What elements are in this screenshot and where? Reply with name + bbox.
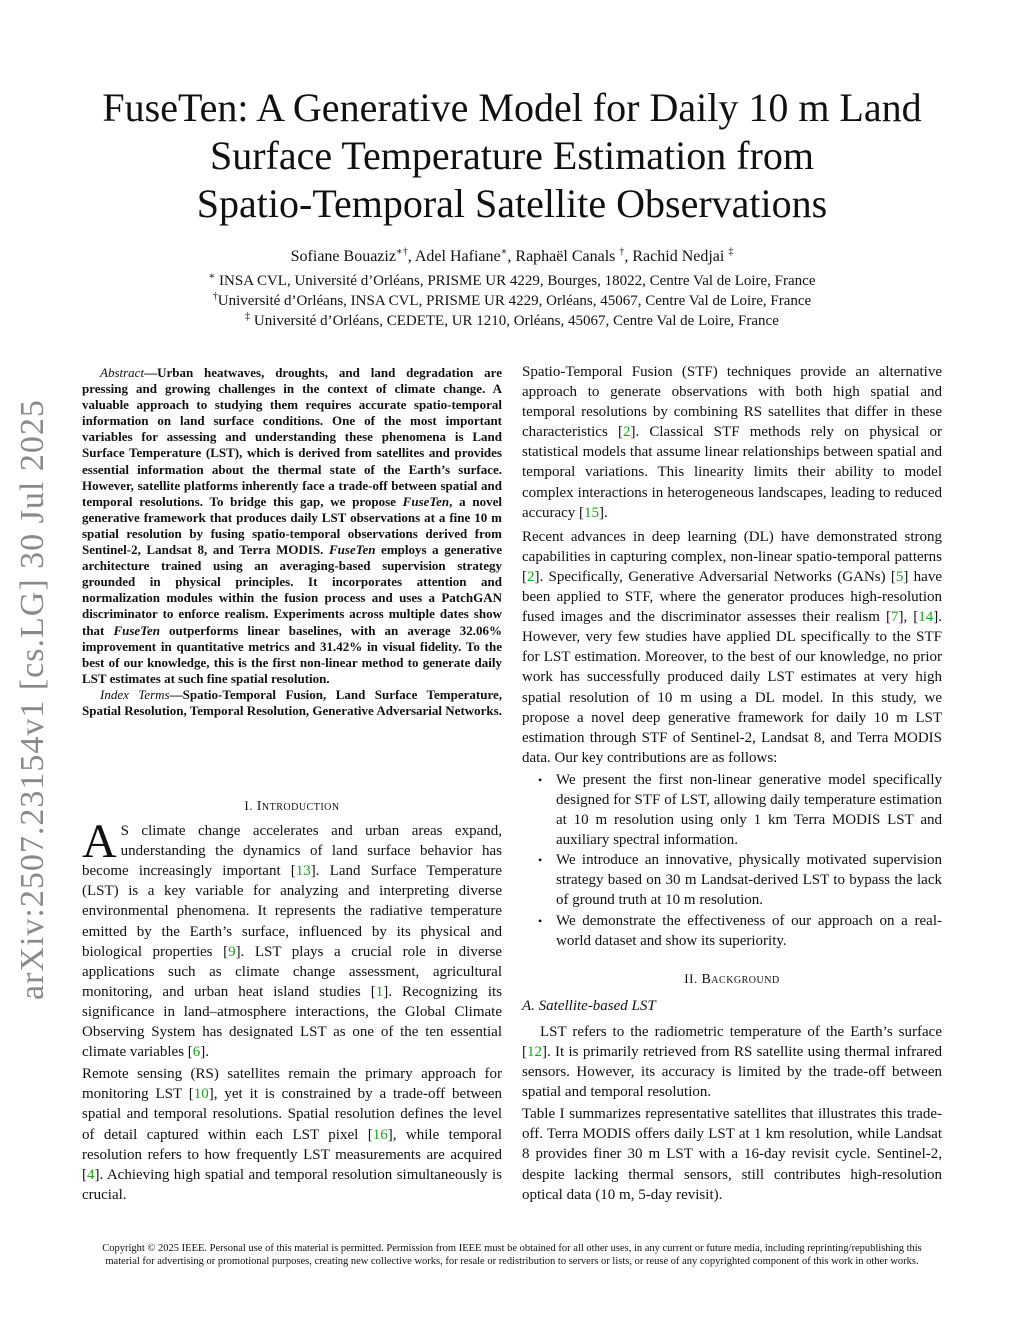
body-text: Recent advances in deep learning (DL) have demonstrated strong capabilities in capturing complex, non-linear spatio-temporal patterns [ <box>522 528 942 585</box>
affiliation-mark: ‡ <box>245 311 251 322</box>
list-item-text: We present the first non-linear generative model specifically designed for STF of LST, allowing daily temperature estimation at 10 m resolution using only 1 km Terra MODIS LST and auxiliary spectral information. <box>556 771 942 849</box>
section-heading <box>82 796 502 817</box>
citation-link[interactable]: 10 <box>193 1086 209 1103</box>
list-item <box>522 770 942 850</box>
body-text: Remote sensing (RS) satellites remain the primary approach for monitoring LST [ <box>82 1066 502 1103</box>
author-name: Raphaël Canals <box>515 248 620 265</box>
author-mark: † <box>619 246 625 258</box>
body-text: ]. <box>599 504 608 521</box>
author-mark: ∗† <box>395 246 408 258</box>
body-text: ] have been applied to STF, where the generator produces high-resolution fused images and the discriminator assesses their realism [ <box>522 568 942 626</box>
citation-link[interactable]: 4 <box>87 1166 95 1183</box>
affiliation-text: Université d’Orléans, CEDETE, UR 1210, Orléans, 45067, Centre Val de Loire, France <box>250 313 779 329</box>
affiliation-text: INSA CVL, Université d’Orléans, PRISME UR 4229, Bourges, 18022, Centre Val de Loire, France <box>215 273 816 289</box>
copyright-notice: Copyright © 2025 IEEE. Personal use of this material is permitted. Permission from IEEE must be obtained for all other uses, in any current or future media, including reprinting/republishing this material for advertising or promotional purposes, creating new collective works, for resale or redistribution to servers or lists, or reuse of any copyrighted component of this work in other works. <box>102 1243 922 1267</box>
body-text: ], yet it is constrained by a trade-off between spatial and temporal resolutions. Spatial resolution defines the level of detail captured within each LST pixel [ <box>82 1086 503 1143</box>
affiliations <box>60 271 964 331</box>
method-name: FuseTen <box>402 493 450 509</box>
affiliation-mark: † <box>212 291 218 302</box>
citation-link[interactable]: 2 <box>622 424 631 441</box>
citation-link[interactable]: 14 <box>918 609 934 626</box>
citation-link[interactable]: 15 <box>584 504 600 521</box>
author-mark: ∗ <box>500 246 508 258</box>
drop-cap: A <box>82 815 117 869</box>
affiliation-line <box>60 291 964 311</box>
title-line: Spatio-Temporal Satellite Observations <box>196 181 828 226</box>
affiliation-text: Université d’Orléans, INSA CVL, PRISME UR 4229, Orléans, 45067, Centre Val de Loire, France <box>217 293 812 309</box>
body-paragraph <box>522 1022 942 1102</box>
body-text: ]. However, very few studies have applied DL specifically to the STF for LST estimation. Moreover, to the best of our knowledge, no prior work has successfully produced daily LST estimates at very high spatial resolution of 10 m using a DL model. In this study, we propose a novel deep generative framework for daily 10 m LST estimation through STF of Sentinel-2, Landsat 8, and Terra MODIS data. Our key contributions are as follows: <box>522 609 942 766</box>
author-name: Rachid Nedjai <box>632 248 729 265</box>
section-heading <box>522 969 942 990</box>
bullet-icon: • <box>538 853 543 868</box>
subsection-heading: A. Satellite-based LST <box>522 997 656 1014</box>
citation-link[interactable]: 12 <box>527 1044 542 1060</box>
list-item <box>522 911 942 951</box>
arxiv-stamp-text: arXiv:2507.23154v1 [cs.LG] 30 Jul 2025 <box>14 399 51 1000</box>
abstract-text: outperforms linear baselines, with an average 32.06% improvement in quantitative metrics and 31.42% in visual fidelity. To the best of our knowledge, this is the first non-linear method to generate daily LST estimates at such fine spatial resolution. <box>82 622 502 686</box>
intro-paragraph <box>82 815 502 1062</box>
body-text: ]. <box>200 1044 210 1061</box>
body-text: ]. Achieving high spatial and temporal resolution simultaneously is crucial. <box>82 1166 502 1203</box>
section-title: Introduction <box>256 799 340 814</box>
body-paragraph <box>522 527 942 768</box>
index-terms-label: Index Terms <box>100 686 170 702</box>
section-title: Background <box>701 971 780 987</box>
body-text: ], while temporal resolution refers to how frequently LST measurements are acquired [ <box>82 1126 502 1183</box>
body-text: ]. It is primarily retrieved from RS satellite using thermal infrared sensors. However, its accuracy is limited by the trade-off between spatial and temporal resolution. <box>522 1044 942 1101</box>
section-number: I. <box>244 798 257 813</box>
index-terms-text: —Spatio-Temporal Fusion, Land Surface Temperature, Spatial Resolution, Temporal Resolution, Generative Adversarial Networks. <box>82 686 502 718</box>
affiliation-line <box>60 311 964 331</box>
contributions-list <box>522 770 942 951</box>
section-number: II. <box>684 970 702 986</box>
body-text: ], [ <box>898 609 919 626</box>
citation-link[interactable]: 2 <box>527 568 535 585</box>
author-name: Sofiane Bouaziz <box>290 248 396 265</box>
body-text: ]. Classical STF methods rely on physical or statistical models that assume linear relationships between spatial and temporal variations. This linearity limits their ability to model complex interactions in heterogeneous landscapes, leading to reduced accuracy [ <box>522 424 942 521</box>
body-text: LST refers to the radiometric temperature of the Earth’s surface [ <box>522 1023 942 1060</box>
body-text: S climate change accelerates and urban areas expand, understanding the dynamics of land surface behavior has become increasingly important [ <box>82 823 502 880</box>
citation-link[interactable]: 9 <box>228 943 236 960</box>
citation-link[interactable]: 16 <box>372 1126 388 1143</box>
paper-title <box>60 84 964 228</box>
introduction-section <box>82 796 502 1205</box>
abstract-text: —Urban heatwaves, droughts, and land degradation are pressing and growing challenges in the context of climate change. A valuable approach to studying them requires accurate spatio-temporal information on land surface conditions. One of the most important variables for assessing and understanding these phenomena is Land Surface Temperature (LST), which is derived from satellites and provides essential information about the thermal state of the Earth’s surface. However, satellite platforms inherently face a trade-off between spatial and temporal resolutions. To bridge this gap, we propose <box>82 365 502 509</box>
body-text: ]. Land Surface Temperature (LST) is a key variable for analyzing and interpreting diverse environmental phenomena. It represents the radiative temperature emitted by the Earth’s surface, influenced by its physical and biological properties [ <box>82 863 502 960</box>
author-name: Adel Hafiane <box>414 248 501 265</box>
title-line: Surface Temperature Estimation from <box>209 133 815 178</box>
body-paragraph <box>522 362 942 523</box>
abstract-text: employs a generative architecture trained using an averaging-based supervision strategy grounded in physical principles. It incorporates attention and normalization modules within the fusion process and uses a PatchGAN discriminator to enforce realism. Experiments across multiple dates show that <box>82 542 502 638</box>
bullet-icon: • <box>538 913 543 928</box>
index-terms <box>82 687 502 719</box>
body-text: ]. Specifically, Generative Adversarial Networks (GANs) [ <box>534 568 896 585</box>
author-mark: ‡ <box>728 246 734 258</box>
abstract-block <box>82 365 502 719</box>
abstract-label: Abstract <box>100 365 145 380</box>
abstract-text: , a novel generative framework that produces daily LST observations at a fine 10 m spatial resolution by fusing spatio-temporal observations derived from Sentinel-2, Landsat 8, and Terra MODIS. <box>82 493 502 558</box>
bullet-icon: • <box>538 772 543 787</box>
body-text: Spatio-Temporal Fusion (STF) techniques provide an alternative approach to generate observations with both high spatial and temporal resolutions by combining RS satellites that differ in these characteristics [ <box>522 364 942 441</box>
title-line: FuseTen: A Generative Model for Daily 10 m Land <box>102 85 922 130</box>
citation-link[interactable]: 1 <box>375 983 384 1000</box>
body-text: ]. Recognizing its significance in land–atmosphere interactions, the Global Climate Observing System has designated LST as one of the ten essential climate variables [ <box>82 983 502 1061</box>
citation-link[interactable]: 6 <box>192 1044 201 1061</box>
citation-link[interactable]: 5 <box>895 568 904 585</box>
intro-paragraph <box>82 1064 502 1205</box>
list-item-text: We demonstrate the effectiveness of our approach on a real-world dataset and show its superiority. <box>556 912 942 949</box>
author-list: Sofiane Bouaziz∗†, Adel Hafiane∗, Raphaël Canals †, Rachid Nedjai ‡ <box>290 246 734 265</box>
abstract <box>82 365 502 687</box>
list-item <box>522 850 942 910</box>
body-paragraph: Table I summarizes representative satellites that illustrates this trade-off. Terra MODIS offers daily LST at 1 km resolution, while Landsat 8 provides finer 30 m LST with a 16-day revisit cycle. Sentinel-2, despite lacking thermal sensors, still contributes high-resolution optical data (10 m, 5-day revisit). <box>522 1106 942 1203</box>
affiliation-mark: ∗ <box>208 271 216 282</box>
affiliation-line <box>60 271 964 291</box>
method-name: FuseTen <box>328 542 376 558</box>
list-item-text: We introduce an innovative, physically motivated supervision strategy based on 30 m Landsat-derived LST to bypass the lack of ground truth at 10 m resolution. <box>556 852 942 909</box>
right-column <box>522 362 942 1205</box>
citation-link[interactable]: 7 <box>890 609 899 626</box>
method-name: FuseTen <box>113 622 160 638</box>
body-text: ]. LST plays a crucial role in diverse applications such as climate change assessment, agricultural monitoring, and urban heat island studies [ <box>82 943 502 1000</box>
citation-link[interactable]: 13 <box>295 863 311 880</box>
